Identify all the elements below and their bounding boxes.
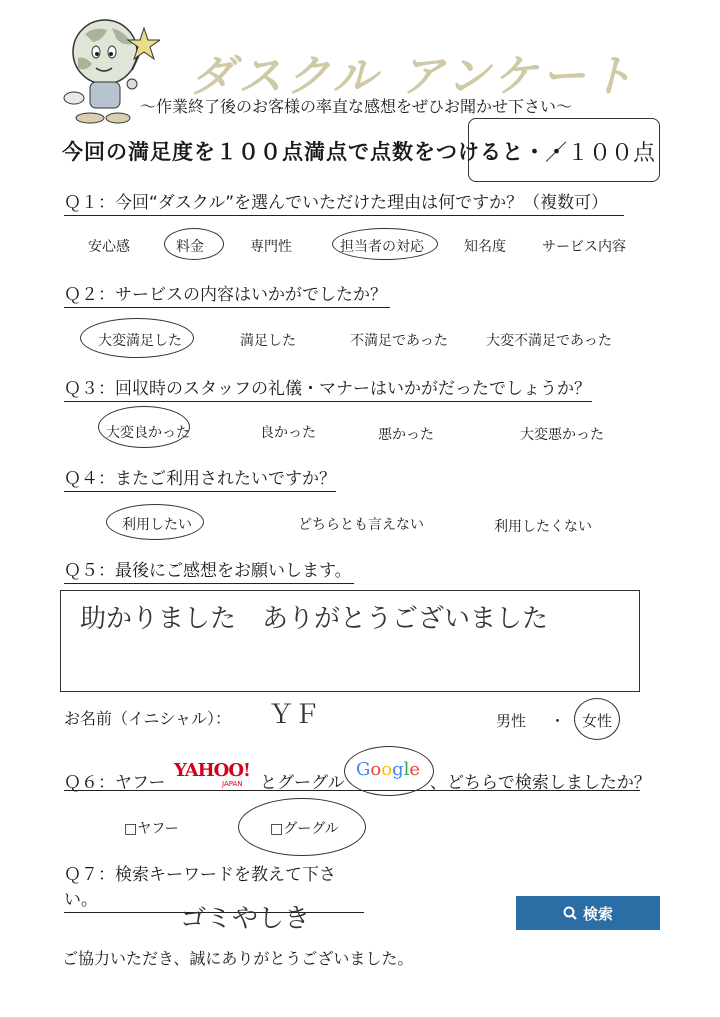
q2-option: 大変不満足であった	[486, 333, 612, 349]
q6-prefix: Ｑ６：ヤフー	[64, 773, 166, 793]
q6-suffix: 、どちらで検索しましたか？	[430, 773, 651, 793]
q2-option: 不満足であった	[350, 333, 448, 349]
q7-question: Ｑ７：検索キーワードを教えて下さい。	[64, 860, 364, 913]
female-option: 女性	[582, 712, 613, 730]
male-option: 男性	[496, 712, 527, 730]
q1-question: Ｑ１：今回“ダスクル”を選んでいただけた理由は何ですか？（複数可）	[64, 188, 624, 216]
separator-dot: ・	[550, 712, 566, 730]
search-icon	[563, 906, 577, 920]
survey-subtitle: ～作業終了後のお客様の率直な感想をぜひお聞かせ下さい～	[140, 97, 573, 116]
selection-circle	[574, 698, 620, 740]
q4-question: Ｑ４：またご利用されたいですか？	[64, 464, 336, 492]
q6-option-yahoo: □ヤフー	[124, 821, 179, 837]
q6-middle: とグーグル	[260, 773, 345, 793]
q1-option: 担当者の対応	[340, 239, 424, 255]
search-keyword-answer: ゴミやしき	[180, 904, 311, 934]
q4-option: 利用したくない	[494, 519, 592, 535]
q1-option: 知名度	[464, 239, 506, 255]
q3-question: Ｑ３：回収時のスタッフの礼儀・マナーはいかがだったでしょうか？	[64, 374, 592, 402]
q1-option: 料金	[176, 239, 204, 255]
q1-option: 専門性	[250, 239, 292, 255]
q1-option: 安心感	[88, 239, 130, 255]
selection-circle	[344, 746, 434, 796]
search-button[interactable]	[516, 896, 660, 930]
q2-option: 大変満足した	[98, 333, 182, 349]
q5-question: Ｑ５：最後にご感想をお願いします。	[64, 556, 354, 584]
comment-answer: 助かりました ありがとうございました	[80, 604, 549, 634]
closing-message: ご協力いただき、誠にありがとうございました。	[62, 949, 414, 968]
selection-circle	[98, 406, 190, 448]
q3-option: 大変悪かった	[520, 427, 604, 443]
selection-circle	[106, 504, 204, 540]
name-label: お名前（イニシャル）：	[64, 709, 232, 728]
survey-title: ダスクル アンケート	[190, 51, 638, 102]
q2-question: Ｑ２：サービスの内容はいかがでしたか？	[64, 280, 390, 308]
q4-option: 利用したい	[122, 517, 192, 533]
q3-option: 良かった	[260, 425, 316, 441]
search-button-label: 検索	[582, 904, 613, 923]
selection-circle	[332, 228, 438, 260]
google-logo: Google	[356, 759, 421, 780]
score-label: ／１００点	[545, 141, 656, 166]
selection-circle	[164, 228, 224, 260]
q4-option: どちらとも言えない	[298, 517, 424, 533]
selection-circle	[238, 798, 366, 856]
q3-option: 悪かった	[378, 427, 434, 443]
q6-option-google: □グーグル	[270, 821, 339, 837]
yahoo-logo: YAHOO!	[174, 760, 250, 781]
q3-option: 大変良かった	[106, 425, 190, 441]
q1-option: サービス内容	[542, 239, 626, 255]
selection-circle	[80, 318, 194, 358]
q2-option: 満足した	[240, 333, 296, 349]
satisfaction-headline: 今回の満足度を１００点満点で点数をつけると・・	[62, 140, 568, 164]
yahoo-japan-label: JAPAN	[222, 780, 243, 788]
name-value: ＹＦ	[268, 700, 321, 730]
